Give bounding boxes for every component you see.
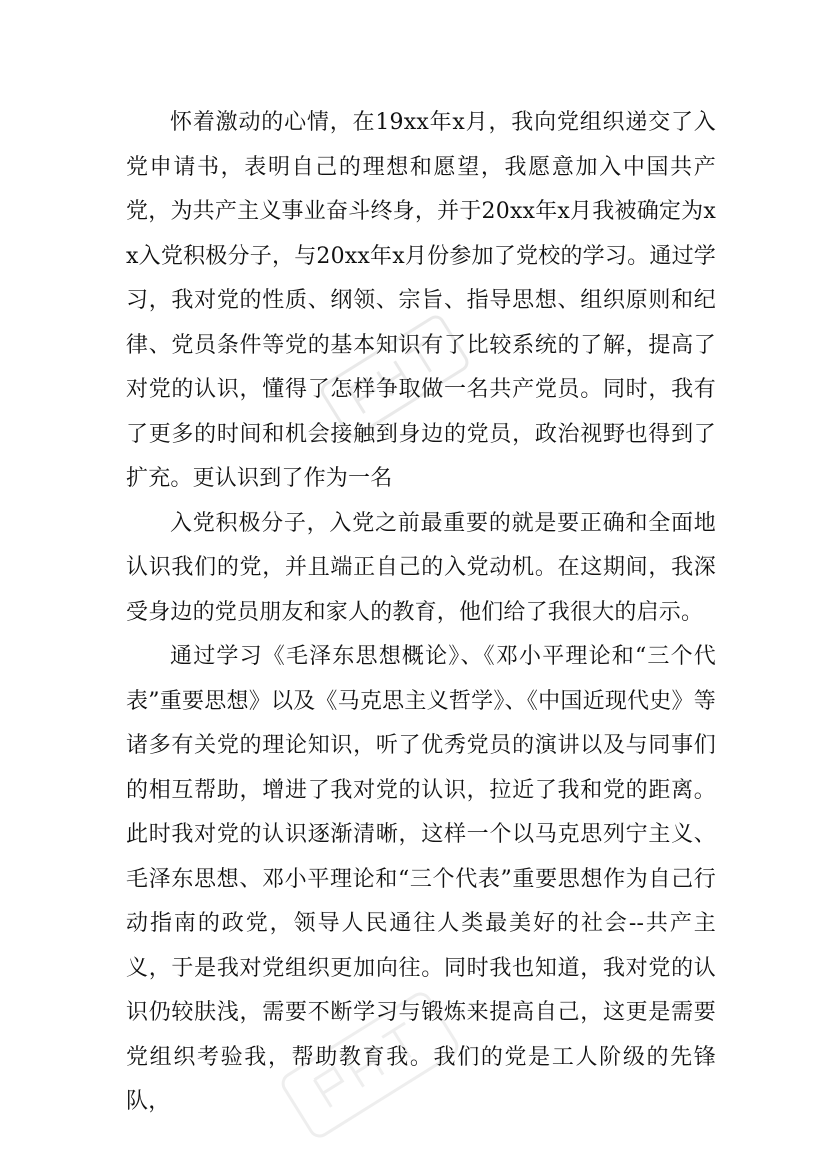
paragraph-2: 入党积极分子，入党之前最重要的就是要正确和全面地认识我们的党，并且端正自己的入党动机。在这期间，我深受身边的党员朋友和家人的教育，他们给了我很大的启示。 (126, 510, 716, 625)
paragraph-1: 怀着激动的心情，在19xx年x月，我向党组织递交了入党申请书，表明自己的理想和愿望，我愿意加入中国共产党，为共产主义事业奋斗终身，并于20xx年x月我被确定为xx入党积极分子，与20xx年x月份参加了党校的学习。通过学习，我对党的性质、纲领、宗旨、指导思想、组织原则和纪律、党员条件等党的基本知识有了比较系统的了解，提高了对党的认识，懂得了怎样争取做一名共产党员。同时，我有了更多的时间和机会接触到身边的党员，政治视野也得到了扩充。更认识到了作为一名 (126, 110, 716, 491)
document-body (126, 101, 716, 1125)
paragraph-3: 通过学习《毛泽东思想概论》、《邓小平理论和“三个代表”重要思想》以及《马克思主义哲学》、《中国近现代史》等诸多有关党的理论知识，听了优秀党员的演讲以及与同事们的相互帮助，增进了我对党的认识，拉近了我和党的距离。此时我对党的认识逐渐清晰，这样一个以马克思列宁主义、毛泽东思想、邓小平理论和“三个代表”重要思想作为自己行动指南的政党，领导人民通往人类最美好的社会--共产主义，于是我对党组织更加向往。同时我也知道，我对党的认识仍较肤浅，需要不断学习与锻炼来提高自己，这更是需要党组织考验我，帮助教育我。我们的党是工人阶级的先锋队， (126, 644, 716, 1114)
